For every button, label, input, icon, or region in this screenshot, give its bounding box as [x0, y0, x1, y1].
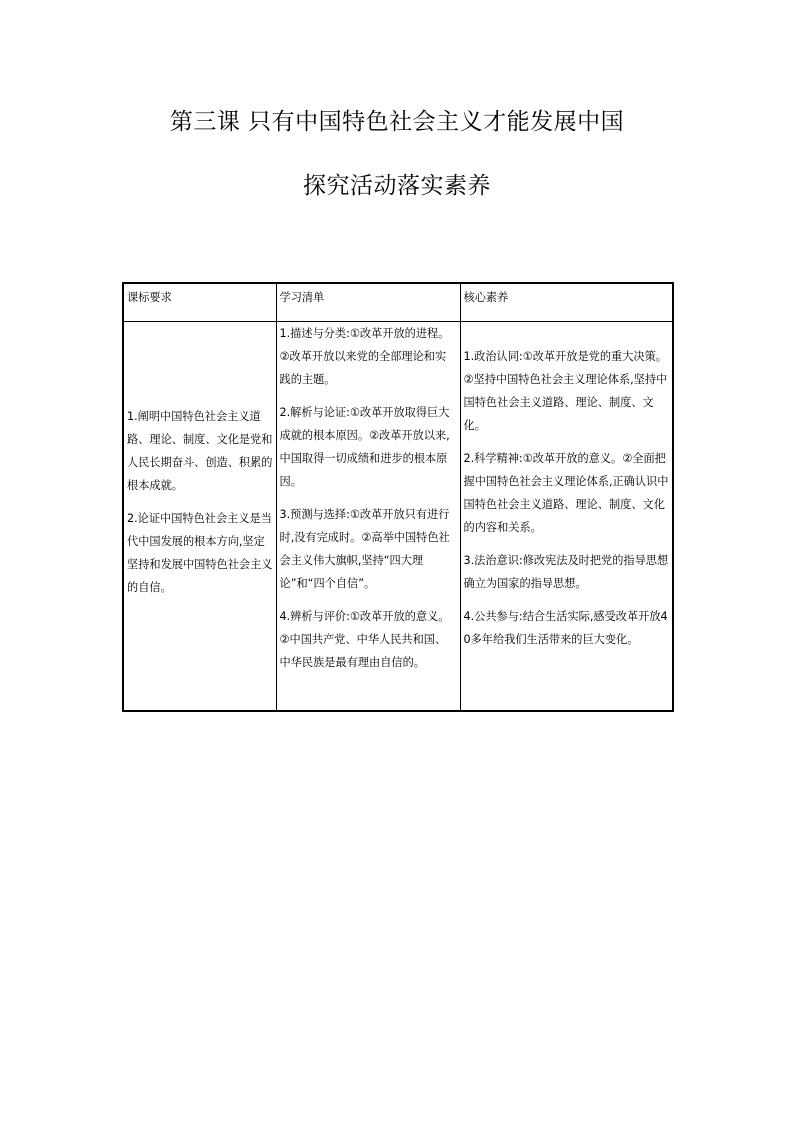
literacy-item: 1.政治认同:①改革开放是党的重大决策。②坚持中国特色社会主义理论体系,坚持中国特色社会主义道路、理论、制度、文化。 — [463, 349, 668, 432]
checklist-item: 1.描述与分类:①改革开放的进程。②改革开放以来党的全部理论和实践的主题。 — [279, 326, 450, 386]
checklist-item: 2.解析与论证:①改革开放取得巨大成就的根本原因。②改革开放以来,中国取得一切成绩和进步的根本原因。 — [279, 405, 450, 488]
checklist-item: 3.预测与选择:①改革开放只有进行时,没有完成时。②高举中国特色社会主义伟大旗帜,坚持“四大理论”和“四个自信”。 — [279, 507, 450, 590]
table-row — [123, 321, 673, 711]
curriculum-table — [122, 282, 674, 712]
checklist-item: 4.辨析与评价:①改革开放的意义。②中国共产党、中华人民共和国、中华民族是最有理由自信的。 — [279, 609, 450, 669]
header-cell-checklist: 学习清单 — [276, 283, 460, 321]
literacy-item: 4.公共参与:结合生活实际,感受改革开放40多年给我们生活带来的巨大变化。 — [463, 609, 668, 646]
page-title: 第三课 只有中国特色社会主义才能发展中国 — [169, 109, 625, 135]
literacy-item: 3.法治意识:修改宪法及时把党的指导思想确立为国家的指导思想。 — [463, 553, 669, 590]
literacy-cell — [460, 321, 673, 711]
standards-item: 2.论证中国特色社会主义是当代中国发展的根本方向,坚定坚持和发展中国特色社会主义的自信。 — [127, 511, 273, 594]
standards-cell — [123, 321, 276, 711]
literacy-item: 2.科学精神:①改革开放的意义。②全面把握中国特色社会主义理论体系,正确认识中国特色社会主义道路、理论、制度、文化的内容和关系。 — [463, 451, 669, 534]
header-cell-literacy: 核心素养 — [460, 283, 673, 321]
page-subtitle: 探究活动落实素养 — [303, 173, 491, 199]
checklist-cell — [276, 321, 460, 711]
table-header-row — [123, 283, 673, 321]
standards-item: 1.阐明中国特色社会主义道路、理论、制度、文化是党和人民长期奋斗、创造、积累的根本成就。 — [127, 409, 273, 492]
header-cell-standards: 课标要求 — [123, 283, 276, 321]
